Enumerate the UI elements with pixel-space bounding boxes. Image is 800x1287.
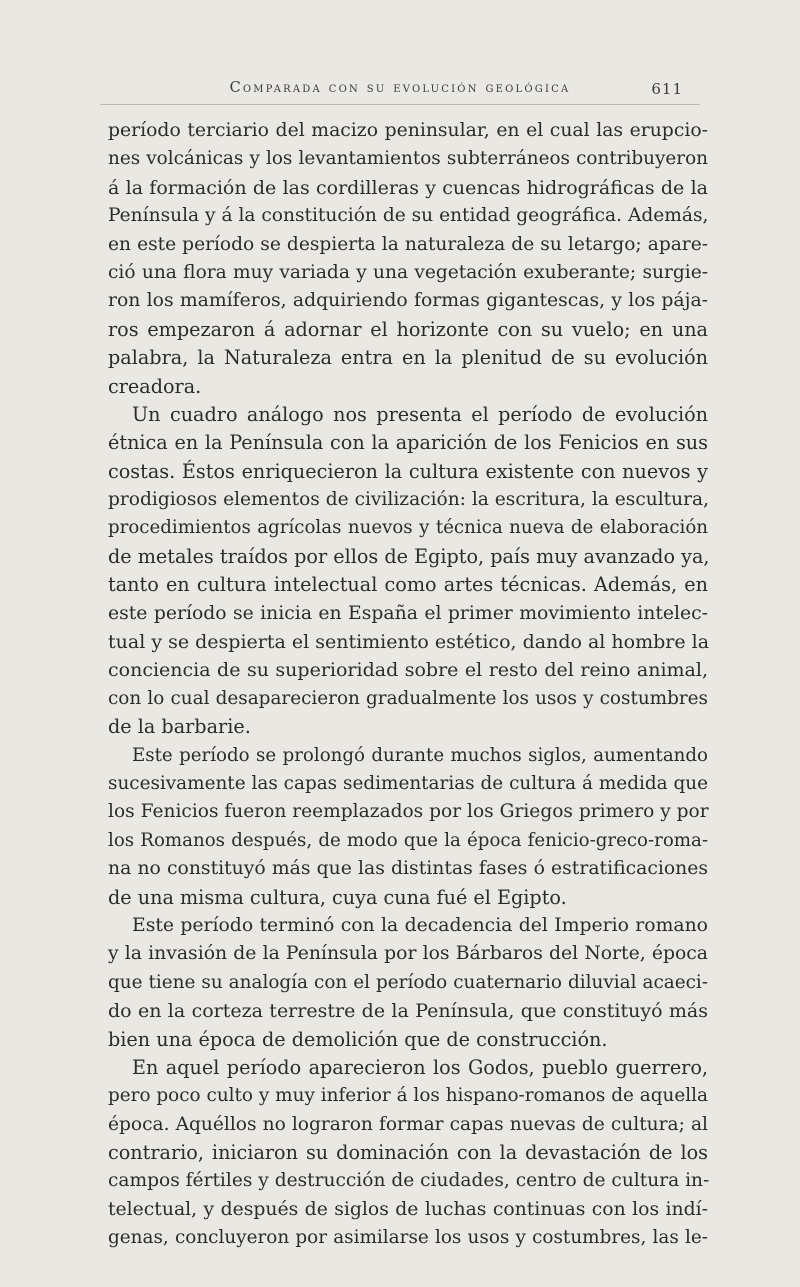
header-rule (100, 104, 700, 105)
text-line: los Fenicios fueron reemplazados por los Griegos primero y por (108, 801, 709, 823)
text-line: con lo cual desaparecieron gradualmente los usos y costumbres (108, 687, 708, 709)
text-line: á la formación de las cordilleras y cuencas hidrográficas de la (108, 176, 708, 199)
body-text (108, 117, 708, 1253)
page-number: 611 (651, 80, 683, 98)
text-line: los Romanos después, de modo que la época fenicio-greco-roma- (108, 829, 708, 851)
text-line: Península y á la constitución de su entidad geográfica. Además, (108, 205, 709, 227)
text-line: do en la corteza terrestre de la Península, que constituyó más (108, 1000, 708, 1023)
text-line: Un cuadro análogo nos presenta el período de evolución (132, 402, 708, 426)
text-line: sucesivamente las capas sedimentarias de cultura á medida que (108, 772, 708, 794)
text-line: este período se inicia en España el primer movimiento intelec- (108, 602, 708, 624)
text-line: prodigiosos elementos de civilización: la escritura, la escultura, (108, 489, 709, 511)
text-line: genas, concluyeron por asimilarse los usos y costumbres, las le- (108, 1227, 708, 1249)
text-line: tanto en cultura intelectual como artes técnicas. Además, en (108, 573, 708, 597)
text-line: nes volcánicas y los levantamientos subterráneos contribuyeron (108, 148, 708, 170)
text-line: na no constituyó más que las distintas fases ó estratificaciones (108, 858, 708, 880)
text-line: pero poco culto y muy inferior á los hispano-romanos de aquella (108, 1085, 708, 1107)
text-line: creadora. (108, 374, 202, 398)
text-line: costas. Éstos enriquecieron la cultura existente con nuevos y (108, 459, 708, 483)
text-line: que tiene su analogía con el período cuaternario diluvial acaeci- (108, 971, 708, 993)
text-line: época. Aquéllos no lograron formar capas nuevas de cultura; al (108, 1113, 708, 1135)
text-line: bien una época de demolición que de construcción. (108, 1027, 608, 1051)
text-line: palabra, la Naturaleza entra en la plenitud de su evolución (108, 346, 708, 370)
text-line: En aquel período aparecieron los Godos, pueblo guerrero, (132, 1055, 708, 1079)
text-line: ros empezaron á adornar el horizonte con su vuelo; en una (108, 317, 708, 341)
page-header (0, 80, 800, 110)
text-line: campos fértiles y destrucción de ciudades, centro de cultura in- (108, 1170, 710, 1192)
text-line: ció una flora muy variada y una vegetación exuberante; surgie- (108, 261, 708, 283)
text-line: período terciario del macizo peninsular, en el cual las erupcio- (108, 120, 708, 141)
text-line: en este período se despierta la naturaleza de su letargo; apare- (108, 233, 708, 255)
text-line: ron los mamíferos, adquiriendo formas gigantescas, y los pája- (108, 290, 708, 312)
text-line: tual y se despierta el sentimiento estético, dando al hombre la (108, 631, 710, 654)
text-line: telectual, y después de siglos de luchas continuas con los indí- (108, 1198, 708, 1220)
text-line: conciencia de su superioridad sobre el resto del reino animal, (108, 659, 708, 682)
text-line: de una misma cultura, cuya cuna fué el Egipto. (108, 885, 567, 909)
text-line: Este período se prolongó durante muchos siglos, aumentando (132, 744, 708, 766)
text-line: étnica en la Península con la aparición de los Fenicios en sus (108, 431, 708, 455)
text-line: y la invasión de la Península por los Bárbaros del Norte, época (108, 943, 708, 965)
running-title: Comparada con su evolución geológica (229, 80, 571, 96)
text-line: de la barbarie. (108, 715, 251, 739)
text-line: Este período terminó con la decadencia del Imperio romano (132, 914, 708, 936)
text-line: procedimientos agrícolas nuevos y técnica nueva de elaboración (108, 517, 708, 539)
text-line: contrario, iniciaron su dominación con la devastación de los (108, 1141, 708, 1165)
text-line: de metales traídos por ellos de Egipto, país muy avanzado ya, (108, 544, 710, 568)
